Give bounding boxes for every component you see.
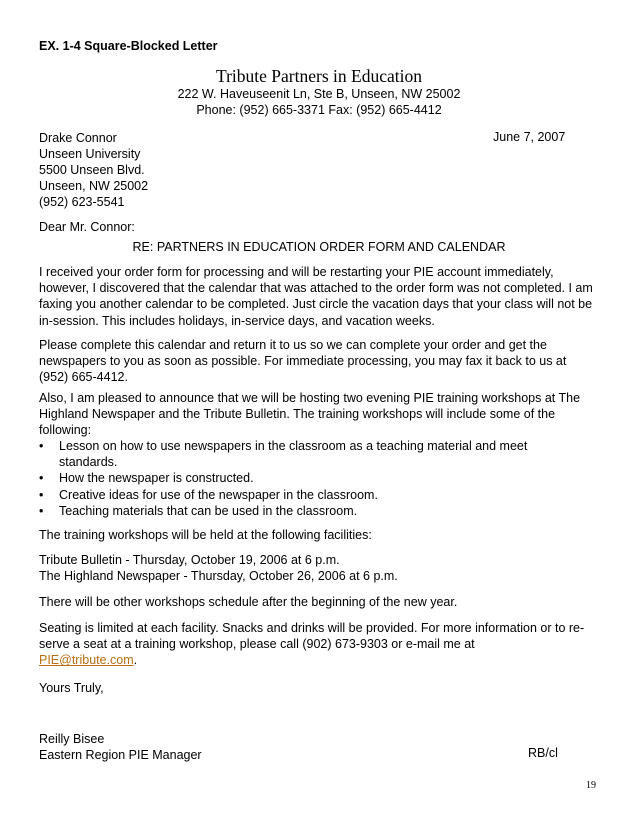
paragraph-line: faxing you another calendar to be completed. Just circle the vacation days that your class will not be [39, 297, 593, 312]
subject-line: RE: PARTNERS IN EDUCATION ORDER FORM AND CALENDAR [132, 240, 506, 254]
paragraph-line: Please complete this calendar and return it to us so we can complete your order and get the [39, 338, 547, 352]
list-item-text: Creative ideas for use of the newspaper in the classroom. [59, 487, 378, 502]
reference-initials: RB/cl [528, 746, 558, 760]
list-item-text: standards. [59, 455, 118, 470]
list-item [39, 487, 599, 503]
signer-name: Reilly Bisee [39, 732, 105, 746]
facility-tribute-bulletin: Tribute Bulletin - Thursday, October 19, 2006 at 6 p.m. [39, 553, 340, 567]
salutation: Dear Mr. Connor: [39, 220, 135, 234]
paragraph-line: Seating is limited at each facility. Snacks and drinks will be provided. For more information or to re- [39, 621, 585, 635]
paragraph-line: Also, I am pleased to announce that we will be hosting two evening PIE training workshops at The [39, 391, 581, 405]
list-item [39, 470, 599, 486]
recipient-city: Unseen, NW 25002 [39, 179, 149, 193]
facility-highland-newspaper: The Highland Newspaper - Thursday, October 26, 2006 at 6 p.m. [39, 569, 398, 583]
exercise-title: EX. 1-4 Square-Blocked Letter [39, 39, 218, 53]
paragraph-line: in-session. This includes holidays, in-service days, and vacation weeks. [39, 313, 435, 328]
workshop-topics-list [39, 438, 599, 519]
recipient-phone: (952) 623-5541 [39, 195, 125, 209]
company-name: Tribute Partners in Education [216, 66, 422, 86]
email-link[interactable]: PIE@tribute.com [39, 653, 134, 668]
company-phone-fax: Phone: (952) 665-3371 Fax: (952) 665-4412 [196, 103, 442, 117]
email-line [39, 652, 607, 668]
paragraph-line: serve a seat at a training workshop, please call (902) 673-9303 or e-mail me at [39, 637, 475, 652]
recipient-street: 5500 Unseen Blvd. [39, 163, 145, 177]
bullet-icon: • [39, 503, 44, 518]
closing: Yours Truly, [39, 681, 104, 695]
other-workshops-note: There will be other workshops schedule after the beginning of the new year. [39, 595, 458, 609]
paragraph-line: Highland Newspaper and the Tribute Bulletin. The training workshops will include some of the [39, 407, 556, 422]
letter-date: June 7, 2007 [493, 130, 566, 144]
paragraph-workshops [39, 390, 607, 439]
signer-title: Eastern Region PIE Manager [39, 748, 202, 762]
list-item-text: How the newspaper is constructed. [59, 471, 254, 486]
email-suffix: . [133, 653, 138, 668]
paragraph-line: however, I discovered that the calendar that was attached to the order form was not completed. I am [39, 281, 593, 296]
recipient-name: Drake Connor [39, 131, 117, 145]
paragraph-line: newspapers to you as soon as possible. For immediate processing, you may fax it back to us at [39, 354, 567, 369]
list-item-text: Lesson on how to use newspapers in the classroom as a teaching material and meet [59, 439, 528, 453]
bullet-icon: • [39, 487, 44, 502]
list-item-text: Teaching materials that can be used in the classroom. [59, 503, 358, 518]
list-item [39, 503, 599, 519]
facilities-intro: The training workshops will be held at the following facilities: [39, 528, 372, 542]
bullet-icon: • [39, 439, 44, 453]
paragraph-order-form [39, 264, 607, 329]
list-item [39, 438, 599, 470]
recipient-org: Unseen University [39, 147, 141, 161]
paragraph-line: following: [39, 423, 92, 438]
paragraph-line: I received your order form for processing and will be restarting your PIE account immediately, [39, 265, 554, 279]
company-address: 222 W. Haveuseenit Ln, Ste B, Unseen, NW 25002 [177, 87, 461, 101]
paragraph-seating [39, 620, 607, 669]
paragraph-complete-calendar [39, 337, 607, 386]
bullet-icon: • [39, 471, 44, 486]
paragraph-line: (952) 665-4412. [39, 370, 128, 385]
page-number: 19 [586, 780, 596, 791]
